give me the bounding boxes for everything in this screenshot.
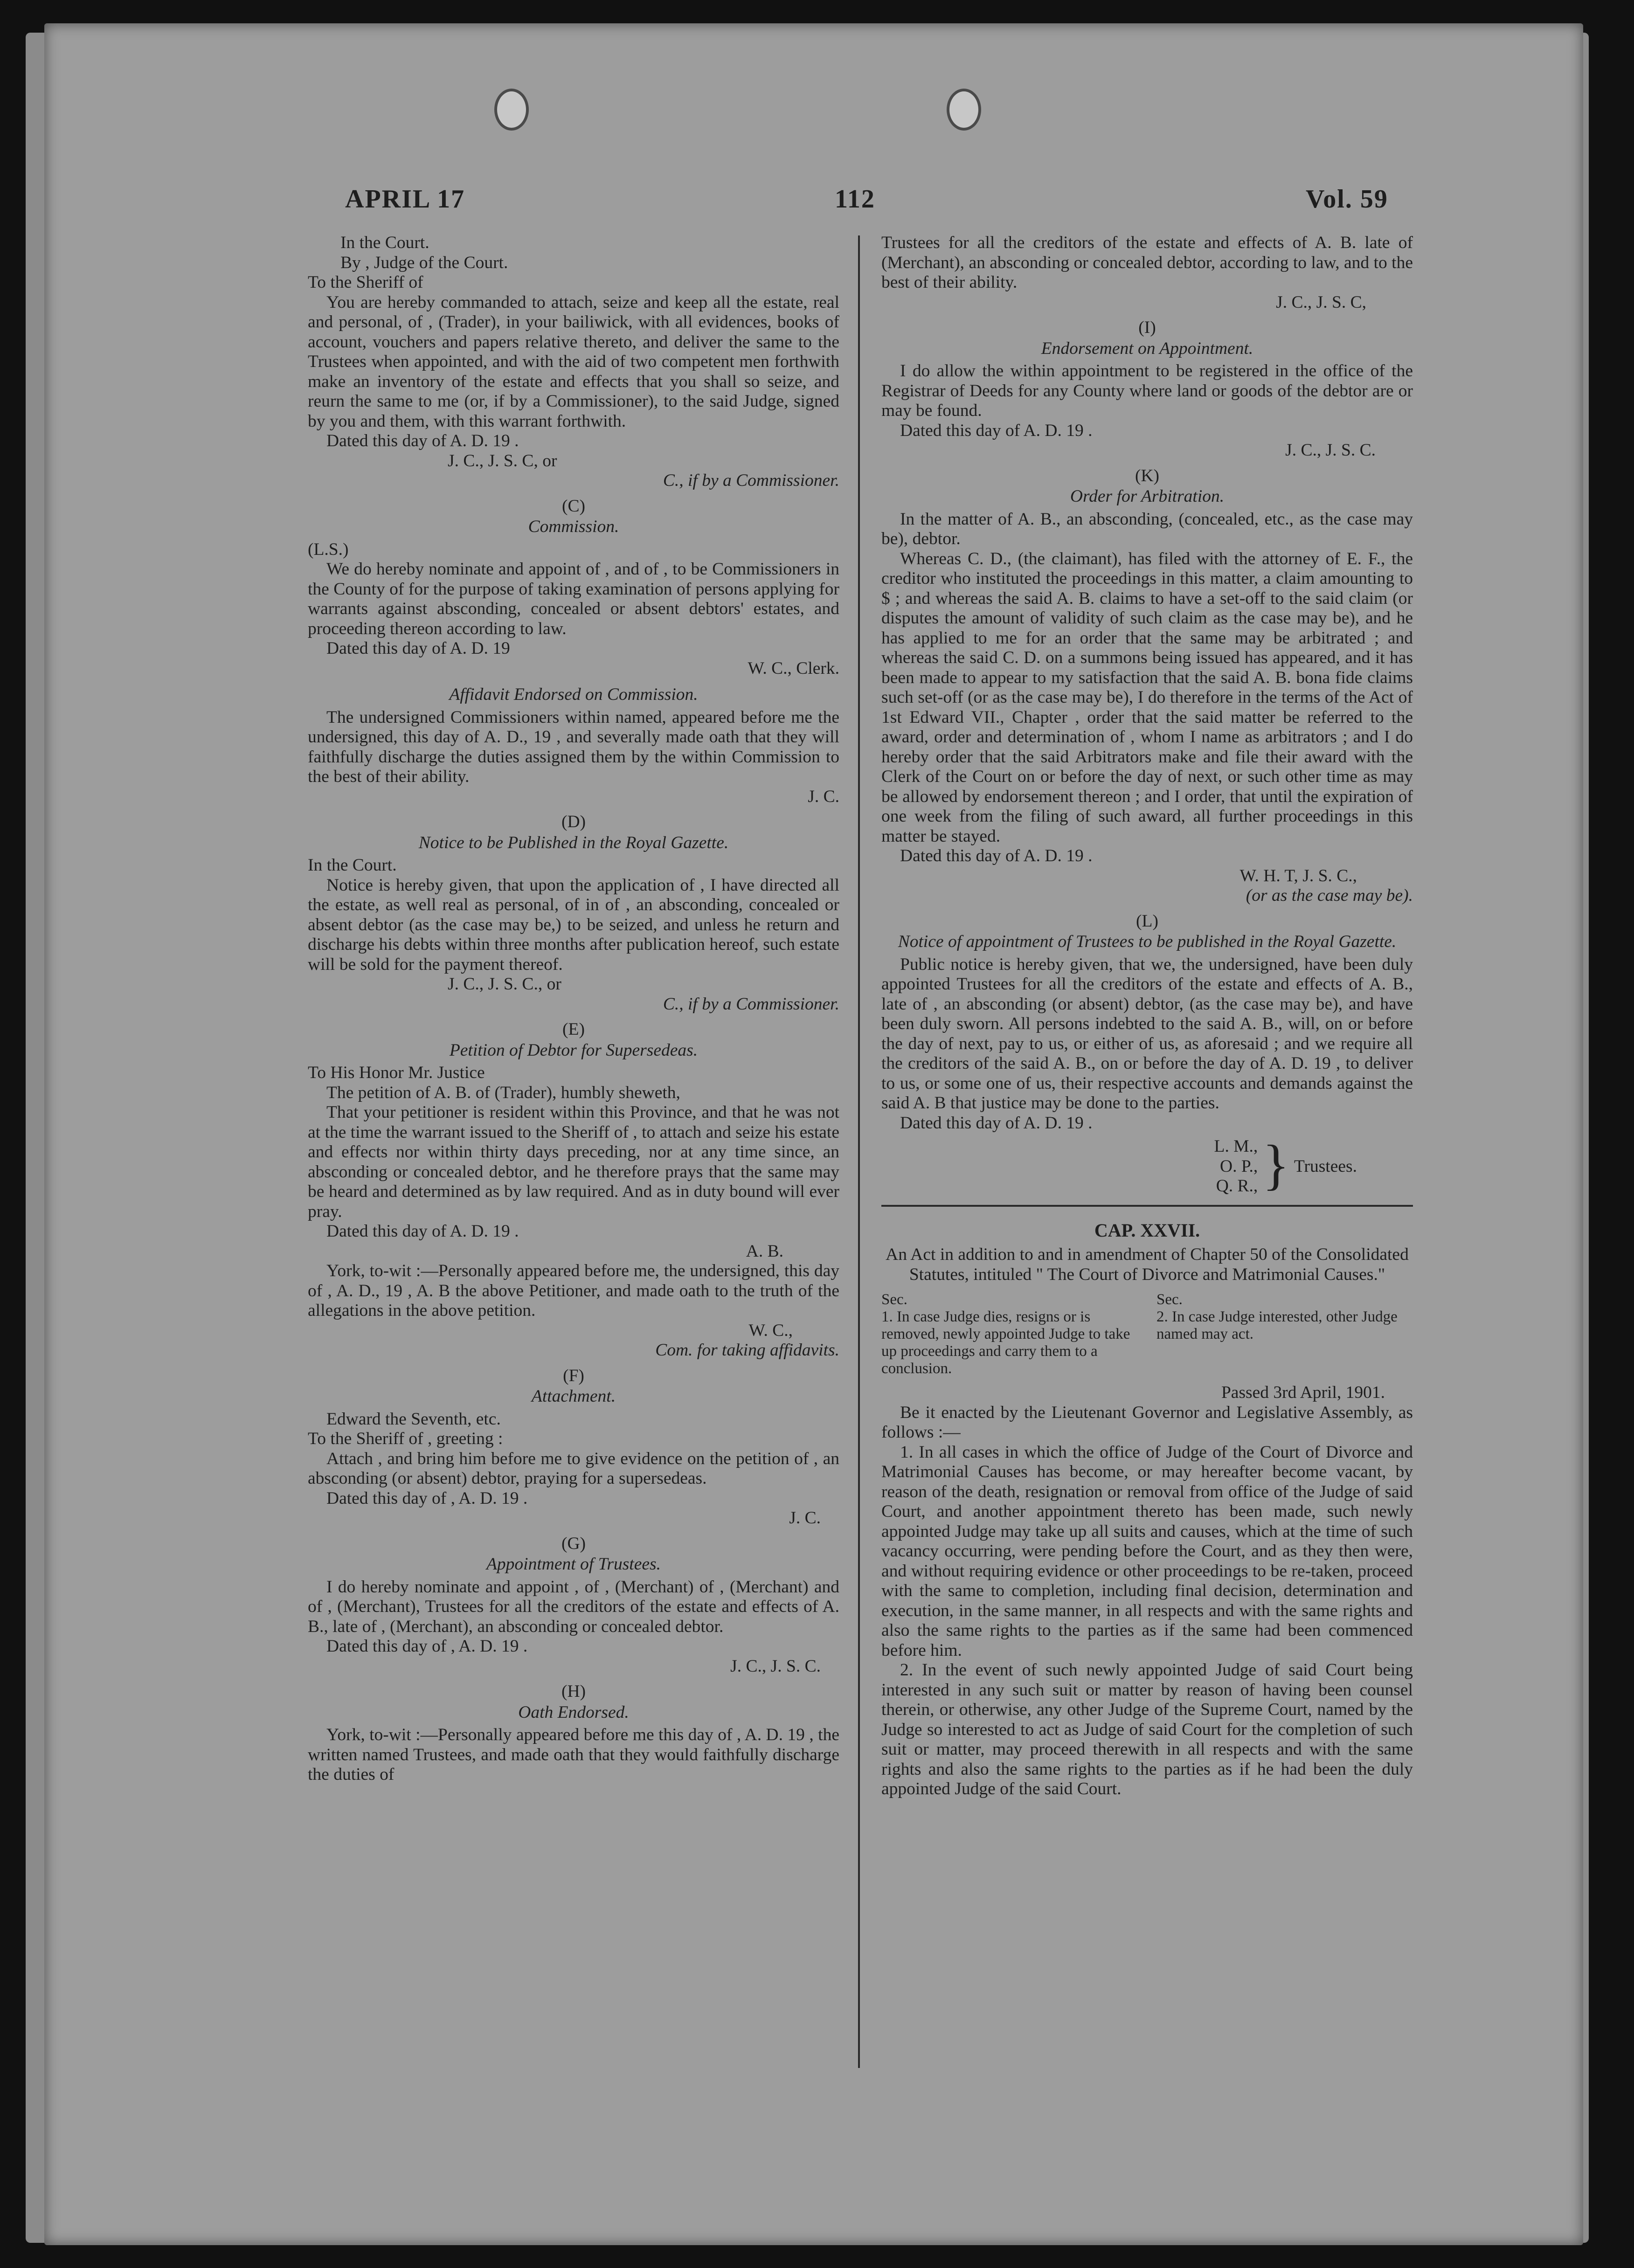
enacting-clause: Be it enacted by the Lieutenant Governor and Legislative Assembly, as follows :— xyxy=(881,1403,1413,1442)
form-c-sign: J. C. xyxy=(808,787,839,806)
marginal-note-2-text: 2. In case Judge interested, other Judge named may act. xyxy=(1156,1308,1398,1342)
marginal-note-2 xyxy=(1156,1291,1413,1377)
form-d-sign-1: J. C., J. S. C., or xyxy=(448,975,561,994)
header-volume: Vol. 59 xyxy=(1306,185,1388,214)
form-f-body: Attach , and bring him before me to give evidence on the petition of , an absconding (or absent) debtor, praying for a supersedeas. xyxy=(308,1449,839,1488)
form-b-court: In the Court. xyxy=(340,233,429,252)
form-c-affidavit-body: The undersigned Commissioners within named, appeared before me the undersigned, this day of A. D., 19 , and severally made oath that they will faithfully discharge the duties assigned them by the within Commission to the best of their ability. xyxy=(308,707,839,786)
form-l-body: Public notice is hereby given, that we, the undersigned, have been duly appointed Trustees for all the creditors of the estate and effects of A. B., late of , an absconding (or absent) debtor, (as the case may be), and have been duly sworn. All persons indebted to the said A. B., will, on or before the day of next, pay to us, or either of us, as aforesaid ; and we require all the creditors of the said A. B., on or before the day of A. D. 19 , to deliver to us, or some one of us, their respective accounts and demands against the said A. B that justice may be done to the parties. xyxy=(881,954,1413,1113)
form-i-title: Endorsement on Appointment. xyxy=(1041,339,1253,358)
chapter-heading: CAP. XXVII. xyxy=(1094,1219,1200,1241)
form-i-heading: (I) xyxy=(1138,318,1156,337)
passed-date: Passed 3rd April, 1901. xyxy=(1221,1383,1385,1402)
form-k-title: Order for Arbitration. xyxy=(1070,487,1225,506)
form-f-sovereign: Edward the Seventh, etc. xyxy=(326,1409,501,1429)
form-l-heading: (L) xyxy=(1136,911,1158,931)
form-f-sheriff: To the Sheriff of , greeting : xyxy=(308,1429,503,1448)
section-divider xyxy=(881,1205,1413,1207)
form-b-sign-1: J. C., J. S. C, or xyxy=(448,451,557,470)
brace-glyph: } xyxy=(1262,1134,1289,1196)
form-b-sign-2: C., if by a Commissioner. xyxy=(663,471,839,490)
form-g-dated: Dated this day of , A. D. 19 . xyxy=(326,1637,528,1656)
form-b-sheriff: To the Sheriff of xyxy=(308,273,423,292)
form-i-sign: J. C., J. S. C. xyxy=(1285,441,1376,460)
trustee-name: Q. R., xyxy=(1216,1176,1258,1196)
form-h-title: Oath Endorsed. xyxy=(518,1702,629,1722)
trustee-name: L. M., xyxy=(1214,1137,1258,1156)
form-c-seal: (L.S.) xyxy=(308,539,349,559)
form-c-title: Commission. xyxy=(528,517,619,536)
header-page-number: 112 xyxy=(835,185,875,214)
marginal-note-1-label: Sec. xyxy=(881,1291,907,1308)
trustees-signature-block xyxy=(881,1134,1413,1196)
form-k-heading: (K) xyxy=(1135,466,1160,485)
form-h-sign: J. C., J. S. C, xyxy=(1276,292,1366,312)
form-g-sign: J. C., J. S. C. xyxy=(730,1656,821,1676)
form-b-body: You are hereby commanded to attach, seize and keep all the estate, real and personal, of , (Trader), in your bailiwick, with all evidences, books of account, vouchers and papers relative thereto, and deliver the same to the Trustees when appointed, and with the aid of two competent men forthwith make an inventory of the estate and effects that you shall so seize, and reurn the same to me (or, if by a Commissioner), to the said Judge, signed by you and them, with this warrant forthwith. xyxy=(308,292,839,431)
form-f-sign: J. C. xyxy=(789,1508,821,1528)
section-1: 1. In all cases in which the office of Judge of the Court of Divorce and Matrimonial Causes has become, or may hereafter become vacant, by reason of the death, resignation or removal from office of the Judge of said Court, and another appointment thereto has been made, such newly appointed Judge may take up all suits and causes, which at the time of such vacancy occurring, were pending before the Court, and as they then were, and without requiring evidence or other proceedings to be re-taken, proceed with the same to completion, including final decision, determination and execution, in the same manner, in all respects and with the same rights and also the same rights to the parties as if the same had been commenced before him. xyxy=(881,1442,1413,1660)
form-k-dated: Dated this day of A. D. 19 . xyxy=(900,846,1093,865)
form-d-title: Notice to be Published in the Royal Gazette. xyxy=(418,833,729,852)
binding-hole-left xyxy=(494,89,529,131)
section-2: 2. In the event of such newly appointed Judge of said Court being interested in any such suit or matter by reason of having been counsel therein, or otherwise, any other Judge of the Supreme Court, named by the Judge so interested to act as Judge of said Court for the completion of such suit or matter, may proceed therewith in all respects and with the same rights and also the same rights to the parties as if he had been the duly appointed Judge of the said Court. xyxy=(881,1660,1413,1798)
form-l-title: Notice of appointment of Trustees to be published in the Royal Gazette. xyxy=(898,932,1397,951)
form-f-dated: Dated this day of , A. D. 19 . xyxy=(326,1488,528,1508)
form-e-commissioner-title: Com. for taking affidavits. xyxy=(655,1341,839,1360)
act-title: An Act in addition to and in amendment of Chapter 50 of the Consolidated Statutes, intituled " The Court of Divorce and Matrimonial Causes." xyxy=(886,1245,1409,1284)
trustee-names xyxy=(1214,1137,1258,1196)
form-e-oath: York, to-wit :—Personally appeared before me, the undersigned, this day of , A. D., 19 , A. B the above Petitioner, and made oath to the truth of the allegations in the above petition. xyxy=(308,1261,839,1320)
left-column xyxy=(308,233,839,1785)
trustees-label: Trustees. xyxy=(1294,1156,1357,1176)
form-d-heading: (D) xyxy=(561,812,586,831)
form-e-dated: Dated this day of A. D. 19 . xyxy=(326,1222,519,1241)
form-k-body: Whereas C. D., (the claimant), has filed with the attorney of E. F., the creditor who instituted the proceedings in this matter, a claim amounting to $ ; and whereas the said A. B. claims to have a set-off to the said claim (or disputes the amount of validity of such claim as the case may be), and he has applied to me for an order that the same may be arbitrated ; and whereas the said C. D. on a summons being issued has appeared, and it has been made to appear to my satisfaction that the said A. B. bona fide claims such set-off (or as the case may be), I do therefore in the terms of the Act of 1st Edward VII., Chapter , order that the said matter be referred to the award, order and determination of , whom I name as arbitrators ; and I do hereby order that the said Arbitrators make and file their award with the Clerk of the Court on or before the day of next, or such other time as may be allowed by endorsement thereon ; and I order, that until the expiration of one week from the filing of such award, all further proceedings in this matter be stayed. xyxy=(881,549,1413,846)
form-c-heading: (C) xyxy=(562,496,585,516)
binding-hole-right xyxy=(947,89,981,131)
form-d-sign-2: C., if by a Commissioner. xyxy=(663,994,839,1014)
form-h-heading: (H) xyxy=(561,1682,586,1701)
right-column xyxy=(881,233,1413,1799)
form-e-heading: (E) xyxy=(562,1020,585,1039)
form-e-body: That your petitioner is resident within this Province, and that he was not at the time the warrant issued to the Sheriff of , to attach and seize his estate and effects nor within thirty days preceding, nor at any time since, an absconding or concealed debtor, and he therefore prays that the same may be heard and determined as by law required. And as in duty bound will ever pray. xyxy=(308,1103,839,1221)
form-b-dated: Dated this day of A. D. 19 . xyxy=(326,431,519,450)
form-f-title: Attachment. xyxy=(531,1387,616,1406)
form-k-sign-note: (or as the case may be). xyxy=(1246,886,1413,905)
form-f-heading: (F) xyxy=(563,1366,584,1385)
form-h-body: York, to-wit :—Personally appeared before me this day of , A. D. 19 , the written named Trustees, and made oath that they would faithfully discharge the duties of xyxy=(308,1725,839,1784)
form-c-clerk: W. C., Clerk. xyxy=(748,658,839,678)
column-divider xyxy=(858,235,860,2068)
form-i-body: I do allow the within appointment to be registered in the office of the Registrar of Deeds for any County where land or goods of the debtor are or may be found. xyxy=(881,361,1413,420)
form-l-dated: Dated this day of A. D. 19 . xyxy=(900,1113,1093,1133)
form-d-court: In the Court. xyxy=(308,856,397,875)
marginal-note-2-label: Sec. xyxy=(1156,1291,1183,1308)
marginal-note-1 xyxy=(881,1291,1138,1377)
form-b-judge: By , Judge of the Court. xyxy=(340,253,508,272)
form-c-body: We do hereby nominate and appoint of , and of , to be Commissioners in the County of for the purpose of taking examination of persons applying for warrants against absconding, concealed or absent debtors' estates, and proceeding thereon according to law. xyxy=(308,560,839,638)
form-e-petition-intro: The petition of A. B. of (Trader), humbly sheweth, xyxy=(326,1083,680,1102)
form-k-matter: In the matter of A. B., an absconding, (concealed, etc., as the case may be), debtor. xyxy=(881,509,1413,548)
form-i-dated: Dated this day of A. D. 19 . xyxy=(900,421,1093,440)
header-date: APRIL 17 xyxy=(345,185,465,214)
form-k-sign: W. H. T, J. S. C., xyxy=(1239,866,1357,885)
trustee-name: O. P., xyxy=(1220,1156,1258,1176)
form-g-heading: (G) xyxy=(561,1534,586,1553)
form-e-commissioner: W. C., xyxy=(748,1321,793,1340)
form-h-continued: Trustees for all the creditors of the estate and effects of A. B. late of (Merchant), an absconding or concealed debtor, according to law, and to the best of their ability. xyxy=(881,233,1413,292)
marginal-notes xyxy=(881,1291,1413,1377)
form-g-title: Appointment of Trustees. xyxy=(486,1555,661,1574)
form-c-dated: Dated this day of A. D. 19 xyxy=(326,639,510,658)
form-e-addressee: To His Honor Mr. Justice xyxy=(308,1063,485,1082)
form-g-body: I do hereby nominate and appoint , of , (Merchant) of , (Merchant) and of , (Merchant), Trustees for all the creditors of the estate and effects of A. B., late of , (Merchant), an absconding or concealed debtor. xyxy=(308,1577,839,1636)
form-e-sign: A. B. xyxy=(746,1241,783,1261)
marginal-note-1-text: 1. In case Judge dies, resigns or is removed, newly appointed Judge to take up proceedings and carry them to a conclusion. xyxy=(881,1308,1130,1377)
form-c-affidavit-title: Affidavit Endorsed on Commission. xyxy=(449,685,698,704)
form-d-body: Notice is hereby given, that upon the application of , I have directed all the estate, as well real as personal, of in of , an absconding, concealed or absent debtor (as the case may be,) to be seized, and unless he return and discharge his debts within three months after publication hereof, such estate will be sold for the payment thereof. xyxy=(308,875,839,974)
form-e-title: Petition of Debtor for Supersedeas. xyxy=(449,1040,698,1060)
